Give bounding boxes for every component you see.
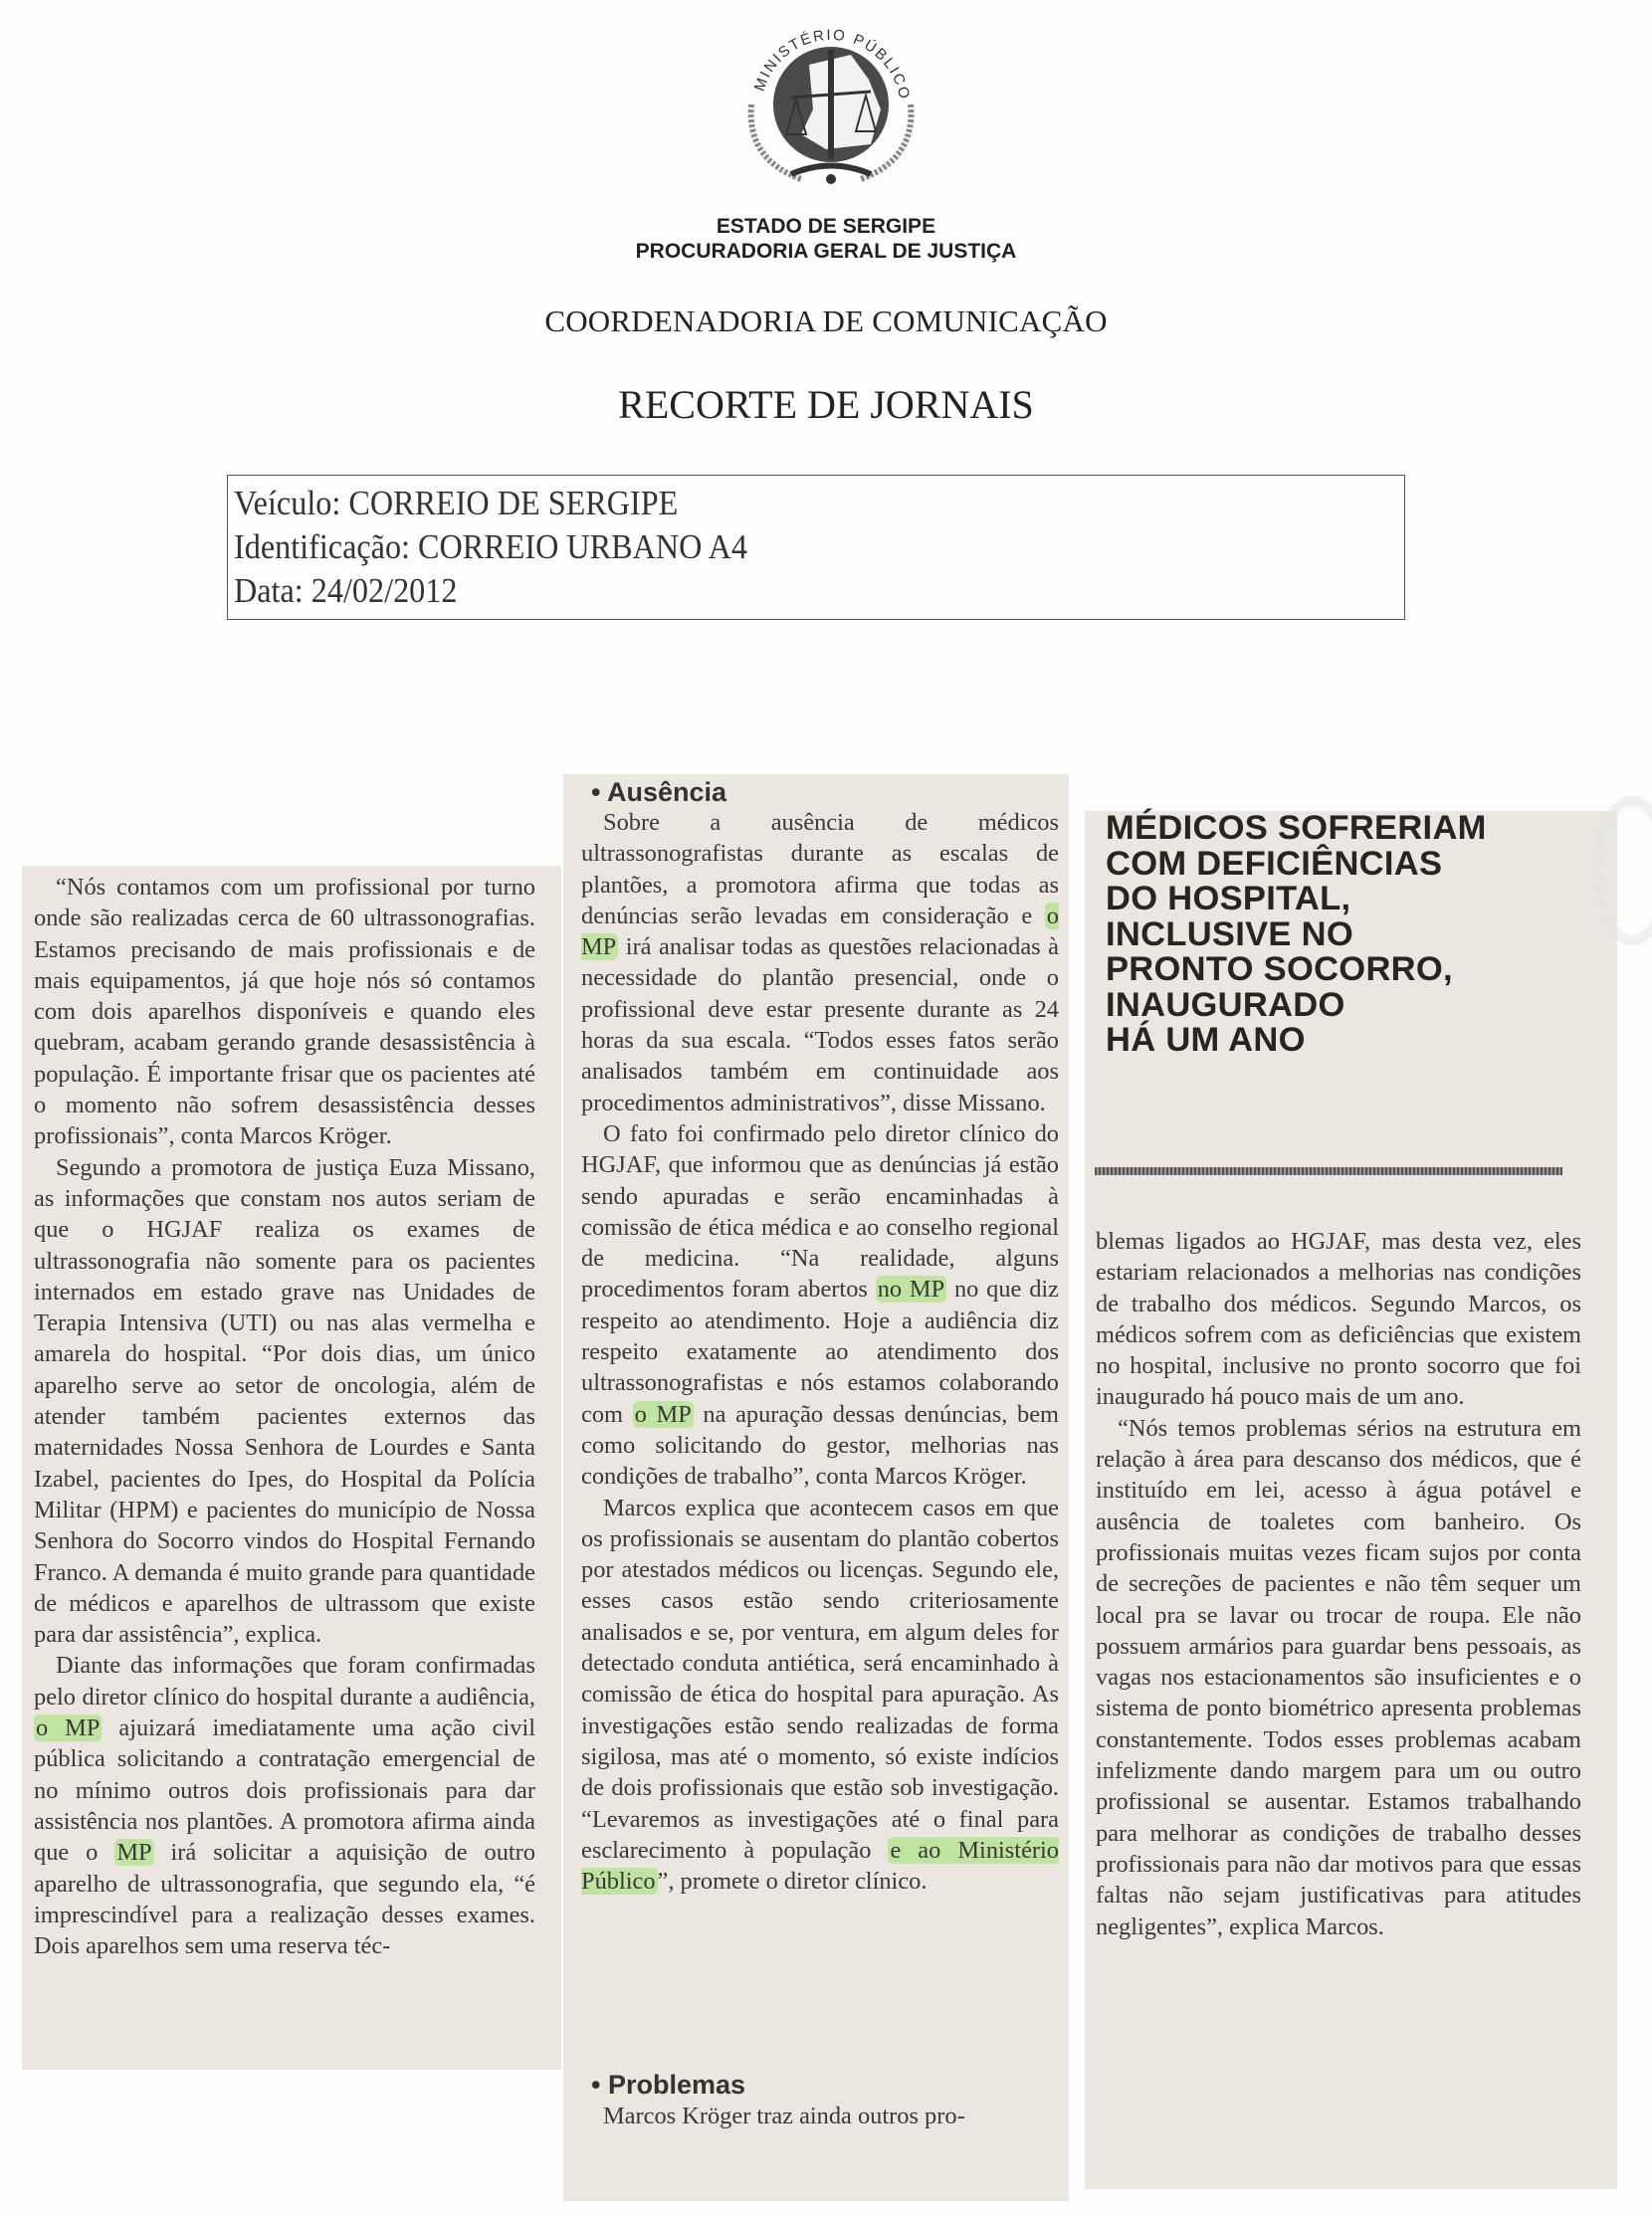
date-line: Data: 24/02/2012 [234, 571, 458, 610]
paragraph [581, 1118, 1059, 1493]
highlighted-mp: o MP [634, 1400, 692, 1428]
paragraph [581, 807, 1059, 1118]
highlighted-mp: MP [116, 1839, 152, 1867]
text-run: irá analisar todas as questões relacionadas à necessidade do plantão presencial, onde o profissional deve estar presente durante as 24 horas da sua escala. “Todos esses fatos serão analisados também em continuidade aos procedimentos administrativos”, disse Missano. [581, 933, 1059, 1116]
text-run: na apuração dessas denúncias, bem como solicitando do gestor, melhorias nas condições de trabalho”, conta Marcos Kröger. [581, 1400, 1060, 1491]
headline-line: HÁ UM ANO [1106, 1021, 1306, 1059]
headline-line: INCLUSIVE NO [1106, 914, 1353, 953]
paragraph: Marcos Kröger traz ainda outros pro- [603, 2103, 965, 2129]
paragraph [34, 1650, 535, 1961]
article-column-right [1096, 1226, 1581, 1942]
highlighted-mp: no MP [877, 1276, 945, 1304]
headline-line: COM DEFICIÊNCIAS [1106, 844, 1443, 883]
paragraph: “Nós contamos com um profissional por turno onde são realizadas cerca de 60 ultrassonografias. Estamos precisando de mais profissionais e de mais equipamentos, já que hoje nós só contamos com dois aparelhos disponíveis e quando eles quebram, acabam gerando grande desassistência à população. É importante frisar que os pacientes até o momento não sofrem desassistência desses profissionais”, conta Marcos Kröger. [34, 874, 535, 1150]
text-run: irá solicitar a aquisição de outro aparelho de ultrassonografia, que segundo ela, “é imprescindível para a realização desses exames. Dois aparelhos sem uma reserva téc- [34, 1839, 535, 1960]
highlighted-mp: o MP [36, 1714, 101, 1742]
subheading-ausencia: • Ausência [591, 777, 727, 807]
identification-line: Identificação: CORREIO URBANO A4 [234, 527, 748, 566]
highlighted-mp: o MP [581, 902, 1059, 961]
article-column-left [34, 872, 535, 1961]
headline-line: PRONTO SOCORRO, [1106, 950, 1453, 988]
article-headline [1106, 811, 1603, 1059]
vehicle-line: Veículo: CORREIO DE SERGIPE [234, 484, 679, 522]
text-run: ”, promete o diretor clínico. [657, 1868, 928, 1896]
text-run: no que diz respeito ao atendimento. Hoje a audiência diz respeito exatamente ao atendimento dos ultrassonografistas e nós estamos colaborando com [581, 1276, 1059, 1428]
article-column-middle [581, 807, 1059, 1897]
headline-line: DO HOSPITAL, [1106, 880, 1351, 917]
text-run: Marcos explica que acontecem casos em que os profissionais se ausentam do plantão cobertos por atestados médicos ou licenças. Segundo ele, esses casos estão sendo criteriosamente analisados e se, por ventura, em algum deles for detectado conduta antiética, será encaminhado à comissão de ética do hospital para apuração. As investigações estão sendo realizadas de forma sigilosa, mas até o momento, só existe indícios de dois profissionais que estão sob investigação. “Levaremos as investigações até o final para esclarecimento à população [581, 1494, 1059, 1864]
headline-line: INAUGURADO [1106, 985, 1345, 1024]
headline-line: MÉDICOS SOFRERIAM [1106, 809, 1487, 847]
highlighted-ministerio-publico: e ao Ministério Público [581, 1836, 1059, 1896]
department-title: COORDENADORIA DE COMUNICAÇÃO [544, 303, 1108, 338]
ministerio-publico-seal-icon [731, 10, 930, 199]
paragraph [581, 1493, 1059, 1898]
text-run: O fato foi confirmado pelo diretor clínico do HGJAF, que informou que as denúncias já estão sendo apuradas e serão encaminhadas à comissão de ética médica e ao conselho regional de medicina. “Na realidade, alguns procedimentos foram abertos [581, 1119, 1059, 1304]
page-title: RECORTE DE JORNAIS [618, 382, 1034, 427]
state-name: ESTADO DE SERGIPE [716, 215, 936, 238]
seal-text: MINISTÉRIO PÚBLICO [750, 26, 914, 102]
clipping-info-box [227, 475, 1405, 620]
text-run: Diante das informações que foram confirmadas pelo diretor clínico do hospital durante a audiência, [34, 1652, 535, 1711]
headline-divider [1095, 1167, 1562, 1175]
paragraph: “Nós temos problemas sérios na estrutura em relação à área para descanso dos médicos, que é instituído em lei, acesso à água potável e ausência de toaletes com banheiro. Os profissionais muitas vezes ficam sujos por conta de secreções de pacientes e não têm sequer um local pra se lavar ou trocar de roupa. Ele não possuem armários para guardar bens pessoais, as vagas nos estacionamentos são insuficientes e o sistema de ponto biométrico apresenta problemas constantemente. Todos esses problemas acabam infelizmente dando margem para um ou outro profissional se ausentar. Estamos trabalhando para melhorar as condições de trabalho desses profissionais para não dar motivos para que essas faltas não sejam justificativas para atitudes negligentes”, explica Marcos. [1096, 1414, 1581, 1940]
paragraph: Segundo a promotora de justiça Euza Missano, as informações que constam nos autos seriam de que o HGJAF realiza os exames de ultrassonografia não somente para os pacientes internados em estado grave nas Unidades de Terapia Intensiva (UTI) ou nas alas vermelha e amarela do hospital. “Por dois dias, um único aparelho serve ao setor de oncologia, além de atender também pacientes externos das maternidades Nossa Senhora de Lourdes e Santa Izabel, pacientes do Ipes, do Hospital da Polícia Militar (HPM) e pacientes do município de Nossa Senhora do Socorro vindos do Hospital Fernando Franco. A demanda é muito grande para quantidade de médicos e aparelhos de ultrassom que existe para dar assistência”, explica. [34, 1153, 535, 1649]
article-column-middle-end [581, 2101, 1059, 2131]
subheading-problemas: • Problemas [591, 2070, 746, 2100]
text-run: ajuizará imediatamente uma ação civil pública solicitando a contratação emergencial de no mínimo outros dois profissionais para dar assistência nos plantões. A promotora afirma ainda que o [34, 1714, 536, 1867]
agency-name: PROCURADORIA GERAL DE JUSTIÇA [635, 240, 1017, 263]
paragraph: blemas ligados ao HGJAF, mas desta vez, eles estariam relacionados a melhorias nas condições de trabalho dos médicos. Segundo Marcos, os médicos sofrem com as deficiências que existem no hospital, inclusive no pronto socorro que foi inaugurado há pouco mais de um ano. [1096, 1228, 1581, 1411]
text-run: Sobre a ausência de médicos ultrassonografistas durante as escalas de plantões, a promotora afirma que todas as denúncias serão levadas em consideração e [581, 809, 1059, 929]
